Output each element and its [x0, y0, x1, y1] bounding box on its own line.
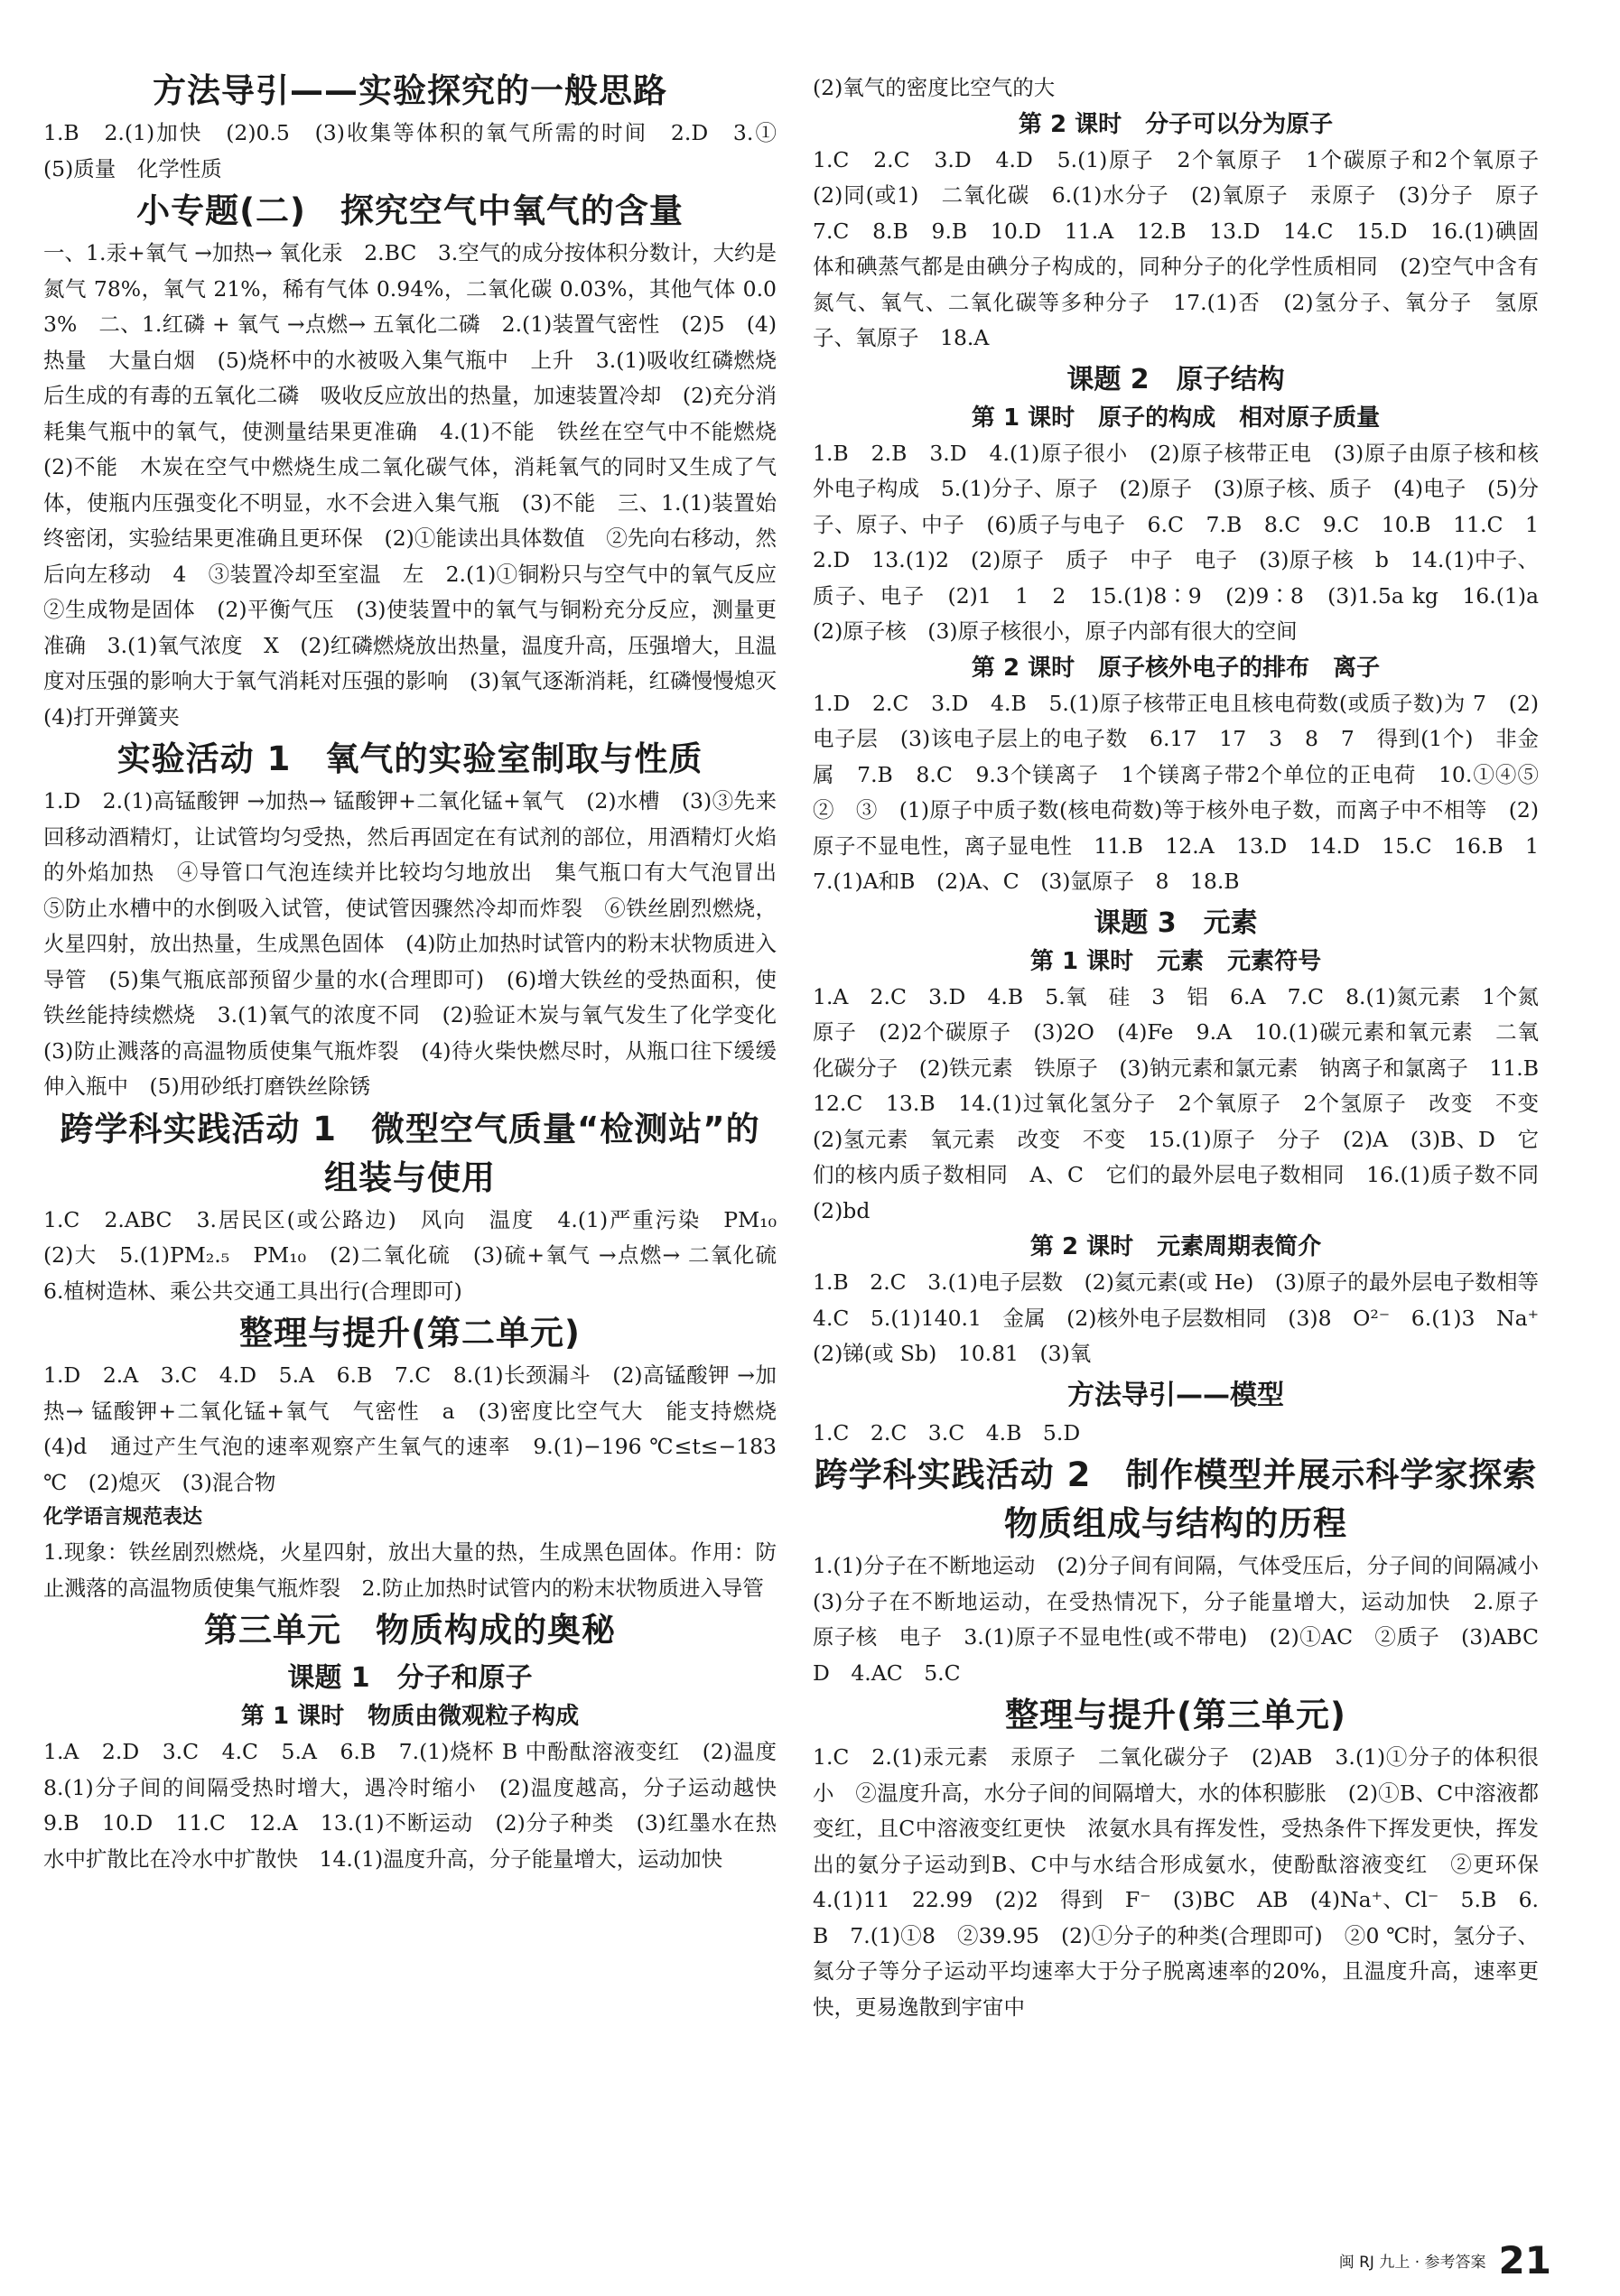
- section-heading: 方法导引——实验探究的一般思路: [153, 71, 667, 110]
- lesson-heading: 第 1 课时 原子的构成 相对原子质量: [971, 404, 1381, 432]
- answer-paragraph: 1.C 2.ABC 3.居民区(或公路边) 风向 温度 4.(1)严重污染 PM₁₀ (2)大 5.(1)PM₂.₅ PM₁₀ (2)二氧化硫 (3)硫+氧气 →点燃→ 二氧化硫 6.植树造林、乘公共交通工具出行(合理即可): [43, 1206, 798, 1304]
- section-heading: 跨学科实践活动 2 制作模型并展示科学家探索物质组成与结构的历程: [814, 1455, 1538, 1543]
- answer-paragraph: 1.(1)分子在不断地运动 (2)分子间有间隔，气体受压后，分子间的间隔减小 (3)分子在不断地运动，在受热情况下，分子能量增大，运动加快 2.原子 原子核 电子 3.(1)原子不显电性(或不带电) (2)①AC ②质子 (3)ABCD 4.AC 5.C: [813, 1553, 1560, 1686]
- lesson-heading: 第 1 课时 物质由微观粒子构成: [240, 1703, 580, 1730]
- answer-paragraph: 1.B 2.B 3.D 4.(1)原子很小 (2)原子核带正电 (3)原子由原子核和核外电子构成 5.(1)分子、原子 (2)原子 (3)原子核、质子 (4)电子 (5)分子、原子、中子 (6)质子与电子 6.C 7.B 8.C 9.C 10.B 11.C 12.D 13.(1)2 (2)原子 质子 中子 电子 (3)原子核 b 14.(1)中子、质子、电子 (2)1 1 2 15.(1)8∶9 (2)9∶8 (3)1.5a kg 16.(1)a (2)原子核 (3)原子核很小，原子内部有很大的空间: [813, 440, 1560, 644]
- lesson-heading: 第 2 课时 元素周期表简介: [1029, 1233, 1322, 1260]
- answer-paragraph: 1.C 2.C 3.D 4.D 5.(1)原子 2个氧原子 1个碳原子和2个氧原子 (2)同(或1) 二氧化碳 6.(1)水分子 (2)氧原子 汞原子 (3)分子 原子 7.C 8.B 9.B 10.D 11.A 12.B 13.D 14.C 15.D 16.(1)碘固体和碘蒸气都是由碘分子构成的，同种分子的化学性质相同 (2)空气中含有氮气、氧气、二氧化碳等多种分子 17.(1)否 (2)氢分子、氧分子 氢原子、氧原子 18.A: [813, 146, 1560, 350]
- lesson-heading: 第 2 课时 原子核外电子的排布 离子: [971, 654, 1381, 682]
- lesson-heading: 第 2 课时 分子可以分为原子: [1018, 110, 1334, 138]
- topic-heading: 课题 1 分子和原子: [287, 1662, 533, 1694]
- section-heading: 小专题(二) 探究空气中氧气的含量: [136, 191, 684, 230]
- section-heading: 整理与提升(第三单元): [1005, 1696, 1346, 1734]
- section-heading: 方法导引——模型: [1067, 1379, 1284, 1411]
- topic-heading: 课题 2 原子结构: [1066, 363, 1285, 395]
- unit-heading: 第三单元 物质构成的奥秘: [204, 1611, 616, 1650]
- subsection-label: 化学语言规范表达: [43, 1506, 203, 1529]
- answer-paragraph: 一、1.汞+氧气 →加热→ 氧化汞 2.BC 3.空气的成分按体积分数计，大约是氮气 78%，氧气 21%，稀有气体 0.94%，二氧化碳 0.03%，其他气体 0.03% 二、1.红磷 + 氧气 →点燃→ 五氧化二磷 2.(1)装置气密性 (2)5 (4)热量 大量白烟 (5)烧杯中的水被吸入集气瓶中 上升 3.(1)吸收红磷燃烧后生成的有毒的五氧化二磷 吸收反应放出的热量，加速装置冷却 (2)充分消耗集气瓶中的氧气，使测量结果更准确 4.(1)不能 铁丝在空气中不能燃烧 (2)不能 木炭在空气中燃烧生成二氧化碳气体，消耗氧气的同时又生成了气体，使瓶内压强变化不明显，水不会进入集气瓶 (3)不能 三、1.(1)装置始终密闭，实验结果更准确且更环保 (2)①能读出具体数值 ②先向右移动，然后向左移动 4 ③装置冷却至室温 左 2.(1)①铜粉只与空气中的氧气反应 ②生成物是固体 (2)平衡气压 (3)使装置中的氧气与铜粉充分反应，测量更准确 3.(1)氧气浓度 X (2)红磷燃烧放出热量，温度升高，压强增大，且温度对压强的影响大于氧气消耗对压强的影响 (3)氧气逐渐消耗，红磷慢慢熄灭 (4)打开弹簧夹: [43, 240, 798, 730]
- topic-heading: 课题 3 元素: [1094, 906, 1258, 939]
- lesson-heading: 第 1 课时 元素 元素符号: [1029, 947, 1322, 975]
- answer-paragraph: 1.D 2.C 3.D 4.B 5.(1)原子核带正电且核电荷数(或质子数)为 7 (2)电子层 (3)该电子层上的电子数 6.17 17 3 8 7 得到(1个) 非金属 7.B 8.C 9.3个镁离子 1个镁离子带2个单位的正电荷 10.①④⑤ ② ③ (1)原子中质子数(核电荷数)等于核外电子数，而离子中不相等 (2)原子不显电性，离子显电性 11.B 12.A 13.D 14.D 15.C 16.B 17.(1)A和B (2)A、C (3)氩原子 8 18.B: [813, 690, 1560, 894]
- page-number: 21: [1498, 2237, 1551, 2282]
- answer-paragraph: 1.A 2.C 3.D 4.B 5.氧 硅 3 铝 6.A 7.C 8.(1)氮元素 1个氮原子 (2)2个碳原子 (3)2O (4)Fe 9.A 10.(1)碳元素和氧元素 二氧化碳分子 (2)铁元素 铁原子 (3)钠元素和氯元素 钠离子和氯离子 11.B 12.C 13.B 14.(1)过氧化氢分子 2个氧原子 2个氢原子 改变 不变 (2)氢元素 氧元素 改变 不变 15.(1)原子 分子 (2)A (3)B、D 它们的核内质子数相同 A、C 它们的最外层电子数相同 16.(1)质子数不同 (2)bd: [813, 983, 1560, 1223]
- page-footer: [1244, 2237, 1551, 2282]
- answer-paragraph: 1.B 2.C 3.(1)电子层数 (2)氦元素(或 He) (3)原子的最外层电子数相等 4.C 5.(1)140.1 金属 (2)核外电子层数相同 (3)8 O²⁻ 6.(1)3 Na⁺ (2)锑(或 Sb) 10.81 (3)氧: [813, 1269, 1560, 1366]
- answer-paragraph: 1.D 2.(1)高锰酸钾 →加热→ 锰酸钾+二氧化锰+氧气 (2)水槽 (3)③先来回移动酒精灯，让试管均匀受热，然后再固定在有试剂的部位，用酒精灯火焰的外焰加热 ④导管口气泡连续并比较均匀地放出 集气瓶口有大气泡冒出 ⑤防止水槽中的水倒吸入试管，使试管因骤然冷却而炸裂 ⑥铁丝剧烈燃烧，火星四射，放出热量，生成黑色固体 (4)防止加热时试管内的粉末状物质进入导管 (5)集气瓶底部预留少量的水(合理即可) (6)增大铁丝的受热面积，使铁丝能持续燃烧 3.(1)氧气的浓度不同 (2)验证木炭与氧气发生了化学变化 (3)防止溅落的高温物质使集气瓶炸裂 (4)待火柴快燃尽时，从瓶口往下缓缓伸入瓶中 (5)用砂纸打磨铁丝除锈: [43, 788, 798, 1099]
- section-heading: 实验活动 1 氧气的实验室制取与性质: [116, 739, 703, 778]
- right-column: [813, 70, 1560, 2025]
- answer-paragraph: 1.现象：铁丝剧烈燃烧，火星四射，放出大量的热，生成黑色固体。作用：防止溅落的高温物质使集气瓶炸裂 2.防止加热时试管内的粉末状物质进入导管: [43, 1539, 777, 1601]
- section-heading: 整理与提升(第二单元): [239, 1314, 581, 1353]
- section-heading: 跨学科实践活动 1 微型空气质量“检测站”的组装与使用: [60, 1109, 760, 1197]
- footer-label: 闽 RJ 九上 · 参考答案: [1338, 2253, 1486, 2272]
- answer-paragraph: 1.A 2.D 3.C 4.C 5.A 6.B 7.(1)烧杯 B 中酚酞溶液变红 (2)温度 8.(1)分子间的间隔受热时增大，遇冷时缩小 (2)温度越高，分子运动越快 9.B 10.D 11.C 12.A 13.(1)不断运动 (2)分子种类 (3)红墨水在热水中扩散比在冷水中扩散快 14.(1)温度升高，分子能量增大，运动加快: [43, 1739, 798, 1872]
- left-column: [43, 70, 798, 1877]
- answer-paragraph: (2)氧气的密度比空气的大: [813, 75, 1056, 100]
- answer-paragraph: 1.C 2.C 3.C 4.B 5.D: [813, 1419, 1081, 1445]
- answer-paragraph: 1.D 2.A 3.C 4.D 5.A 6.B 7.C 8.(1)长颈漏斗 (2)高锰酸钾 →加热→ 锰酸钾+二氧化锰+氧气 气密性 a (3)密度比空气大 能支持燃烧 (4)d 通过产生气泡的速率观察产生氧气的速率 9.(1)−196 ℃≤t≤−183 ℃ (2)熄灭 (3)混合物: [43, 1362, 798, 1495]
- answer-paragraph: 1.B 2.(1)加快 (2)0.5 (3)收集等体积的氧气所需的时间 2.D 3.① (5)质量 化学性质: [43, 120, 798, 181]
- answer-paragraph: 1.C 2.(1)汞元素 汞原子 二氧化碳分子 (2)AB 3.(1)①分子的体积很小 ②温度升高，水分子间的间隔增大，水的体积膨胀 (2)①B、C中溶液都变红，且C中溶液变红更快 浓氨水具有挥发性，受热条件下挥发更快，挥发出的氨分子运动到B、C中与水结合形成氨水，使酚酞溶液变红 ②更环保 4.(1)11 22.99 (2)2 得到 F⁻ (3)BC AB (4)Na⁺、Cl⁻ 5.B 6.B 7.(1)①8 ②39.95 (2)①分子的种类(合理即可) ②0 ℃时，氢分子、氦分子等分子运动平均速率大于分子脱离速率的20%，且温度升高，速率更快，更易逸散到宇宙中: [813, 1744, 1560, 2020]
